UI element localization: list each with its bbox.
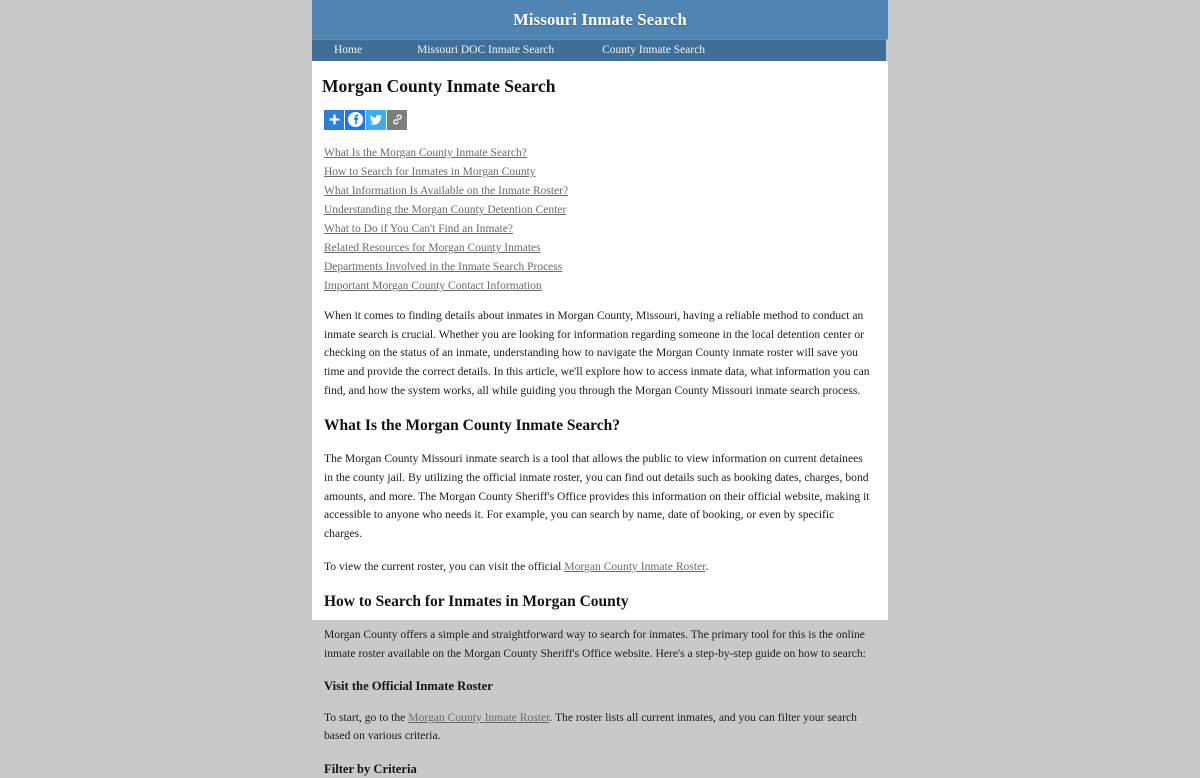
- sub-heading-filter-by-criteria: Filter by Criteria: [324, 762, 417, 777]
- sub1-paragraph: [324, 709, 874, 747]
- twitter-icon: [369, 113, 383, 127]
- roster-text-before: To view the current roster, you can visit the official: [324, 559, 565, 573]
- toc-link-5[interactable]: What to Do if You Can't Find an Inmate?: [324, 223, 513, 236]
- site-header: [312, 0, 888, 39]
- section-heading-how-to-search: How to Search for Inmates in Morgan County: [324, 592, 629, 610]
- nav-item-home[interactable]: Home: [334, 43, 363, 56]
- share-facebook-button[interactable]: [345, 110, 365, 130]
- section1-paragraph: The Morgan County Missouri inmate search is a tool that allows the public to view information on current detainees in the county jail. By utilizing the official inmate roster, you can find out details such as booking dates, charges, bond amounts, and more. The Morgan County Sheriff's Office provides this information on their official website, making it accessible to anyone who needs it. For example, you can search by name, date of booking, or even by specific charges.: [324, 451, 870, 541]
- table-of-contents: [324, 148, 876, 293]
- section1-roster-line: [324, 558, 874, 577]
- nav-item-county-inmate-search[interactable]: County Inmate Search: [602, 43, 705, 56]
- toc-link-3[interactable]: What Information Is Available on the Inmate Roster?: [324, 184, 569, 197]
- nav-item-missouri-doc-inmate-search[interactable]: Missouri DOC Inmate Search: [417, 43, 555, 56]
- facebook-icon: [347, 111, 364, 128]
- inline-link-inmate-roster-2[interactable]: Morgan County Inmate Roster: [408, 710, 550, 724]
- toc-link-6[interactable]: Related Resources for Morgan County Inmates: [324, 242, 541, 255]
- sub1-text-before: To start, go to the: [324, 710, 409, 724]
- article-content: [312, 61, 888, 778]
- share-copy-link-button[interactable]: [387, 110, 407, 130]
- copy-link-icon: [391, 113, 404, 126]
- toc-link-8[interactable]: Important Morgan County Contact Information: [324, 280, 542, 293]
- roster-text-after: .: [705, 559, 709, 573]
- inline-link-inmate-roster-1[interactable]: Morgan County Inmate Roster: [564, 559, 706, 573]
- share-addthis-button[interactable]: [324, 110, 344, 130]
- intro-paragraph: When it comes to finding details about inmates in Morgan County, Missouri, having a reliable method to conduct an inmate search is crucial. Whether you are looking for information regarding someone in the local detention center or checking on the status of an inmate, understanding how to navigate the Morgan County inmate roster will save you time and provide the correct details. In this article, we'll explore how to access inmate data, what information you can find, and how the system works, all while guiding you through the Morgan County Missouri inmate search process.: [324, 308, 870, 398]
- sub-heading-visit-official-roster: Visit the Official Inmate Roster: [324, 679, 493, 694]
- addthis-plus-icon: [328, 113, 341, 126]
- section-heading-what-is-inmate-search: What Is the Morgan County Inmate Search?: [324, 416, 620, 434]
- share-twitter-button[interactable]: [366, 110, 386, 130]
- page-title: Morgan County Inmate Search: [322, 76, 556, 96]
- toc-link-7[interactable]: Departments Involved in the Inmate Search Process: [324, 261, 563, 274]
- site-title: Missouri Inmate Search: [513, 9, 687, 29]
- toc-link-1[interactable]: What Is the Morgan County Inmate Search?: [324, 146, 527, 159]
- toc-link-2[interactable]: How to Search for Inmates in Morgan County: [324, 165, 536, 178]
- section2-paragraph: Morgan County offers a simple and straightforward way to search for inmates. The primary tool for this is the online inmate roster available on the Morgan County Sheriff's Office website. Here's a step-by-step guide on how to search:: [324, 627, 866, 660]
- sub1-text-after: . The roster lists all current inmates, and you can filter your search based on various criteria.: [324, 710, 857, 743]
- site-container: [312, 0, 888, 777]
- toc-link-4[interactable]: Understanding the Morgan County Detention Center: [324, 204, 567, 217]
- main-navigation[interactable]: [312, 39, 888, 61]
- share-button-row: [324, 110, 876, 130]
